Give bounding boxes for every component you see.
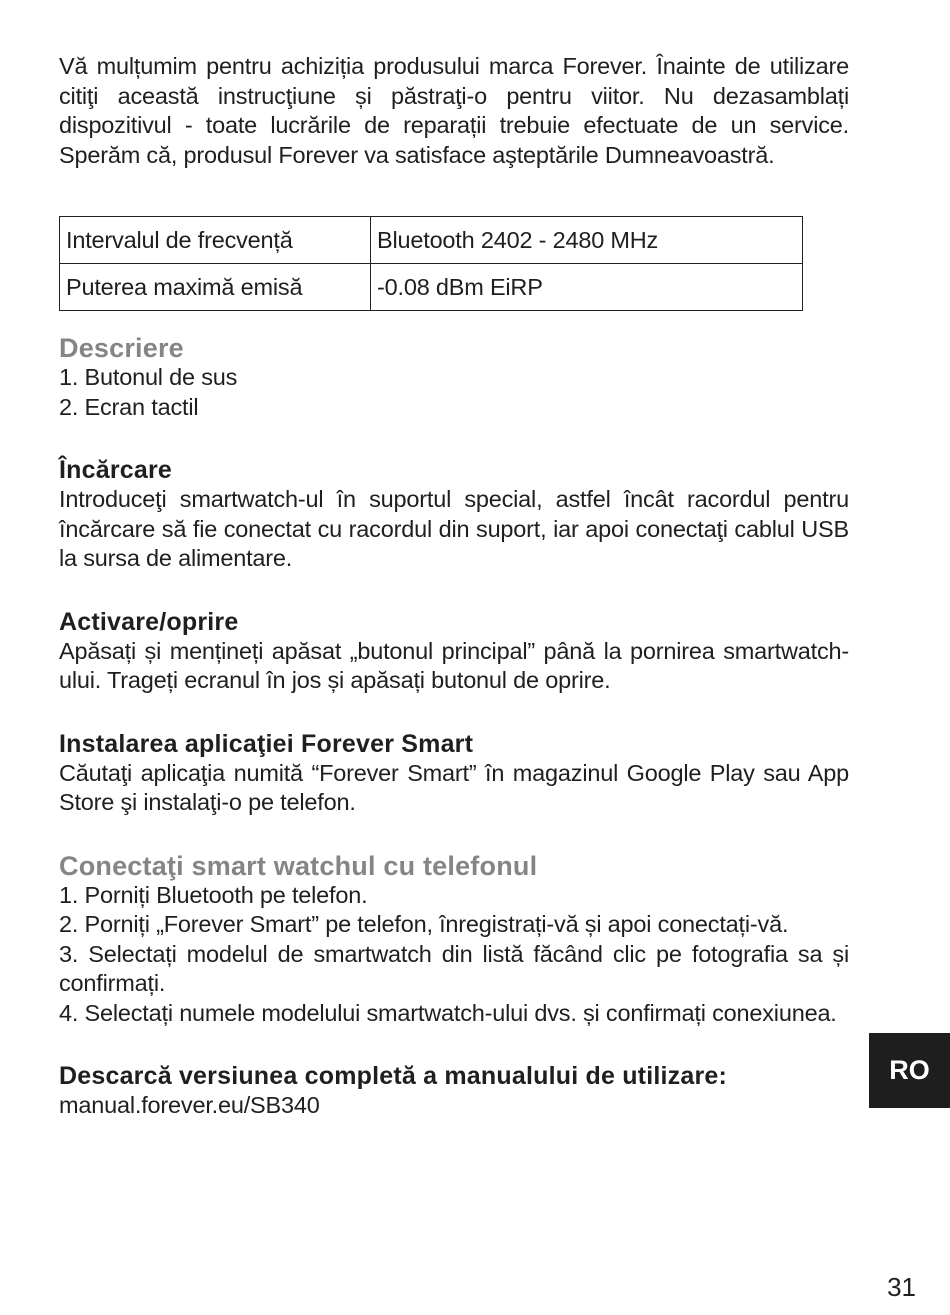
intro-paragraph: Vă mulțumim pentru achiziția produsului marca Forever. Înainte de utilizare citiţi această instrucţiune și păstraţi-o pentru viitor. Nu dezasamblați dispozitivul - toate lucrările de reparații trebuie efectuate de un service. Sperăm că, produsul Forever va satisface aşteptările Dumneavoastră.	[59, 53, 849, 168]
list-item: 2. Ecran tactil	[59, 393, 199, 420]
language-tab	[869, 1033, 950, 1108]
specs-table	[59, 216, 803, 311]
connect-heading: Conectaţi smart watchul cu telefonul	[59, 850, 538, 881]
spec-value: -0.08 dBm EiRP	[371, 264, 803, 311]
table-row	[60, 217, 803, 264]
description-section	[59, 333, 849, 422]
download-section	[59, 1061, 849, 1121]
power-heading: Activare/oprire	[59, 607, 239, 636]
connect-section	[59, 851, 849, 1029]
download-heading: Descarcă versiunea completă a manualului de utilizare:	[59, 1062, 728, 1090]
list-item: 3. Selectați modelul de smartwatch din listă făcând clic pe fotografia sa și confirmați.	[59, 940, 849, 996]
list-item: 1. Butonul de sus	[59, 364, 238, 390]
manual-page-content	[59, 52, 849, 1121]
list-item: 4. Selectați numele modelului smartwatch-ului dvs. și confirmați conexiunea.	[59, 999, 837, 1026]
table-row	[60, 264, 803, 311]
spec-value: Bluetooth 2402 - 2480 MHz	[371, 217, 803, 264]
page-number: 31	[887, 1272, 916, 1302]
manual-link[interactable]: manual.forever.eu/SB340	[59, 1092, 320, 1118]
install-heading: Instalarea aplicaţiei Forever Smart	[59, 729, 474, 758]
spec-label: Intervalul de frecvență	[60, 217, 371, 264]
power-text: Apăsați și mențineți apăsat „butonul principal” până la pornirea smartwatch-ului. Trageți ecranul în jos și apăsați butonul de oprire.	[59, 637, 849, 693]
power-section	[59, 607, 849, 696]
charging-text: Introduceţi smartwatch-ul în suportul special, astfel încât racordul pentru încărcare să fie conectat cu racordul din suport, iar apoi conectaţi cablul USB la sursa de alimentare.	[59, 486, 849, 571]
charging-section	[59, 455, 849, 574]
install-text: Căutaţi aplicaţia numită “Forever Smart” în magazinul Google Play sau App Store şi instalaţi-o pe telefon.	[59, 759, 849, 815]
language-tab-label: RO	[889, 1055, 930, 1085]
list-item: 2. Porniți „Forever Smart” pe telefon, înregistrați-vă și apoi conectați-vă.	[59, 911, 789, 937]
list-item: 1. Porniți Bluetooth pe telefon.	[59, 881, 368, 908]
charging-heading: Încărcare	[59, 456, 172, 484]
spec-label: Puterea maximă emisă	[60, 264, 371, 311]
description-heading: Descriere	[59, 333, 184, 363]
install-section	[59, 729, 849, 818]
